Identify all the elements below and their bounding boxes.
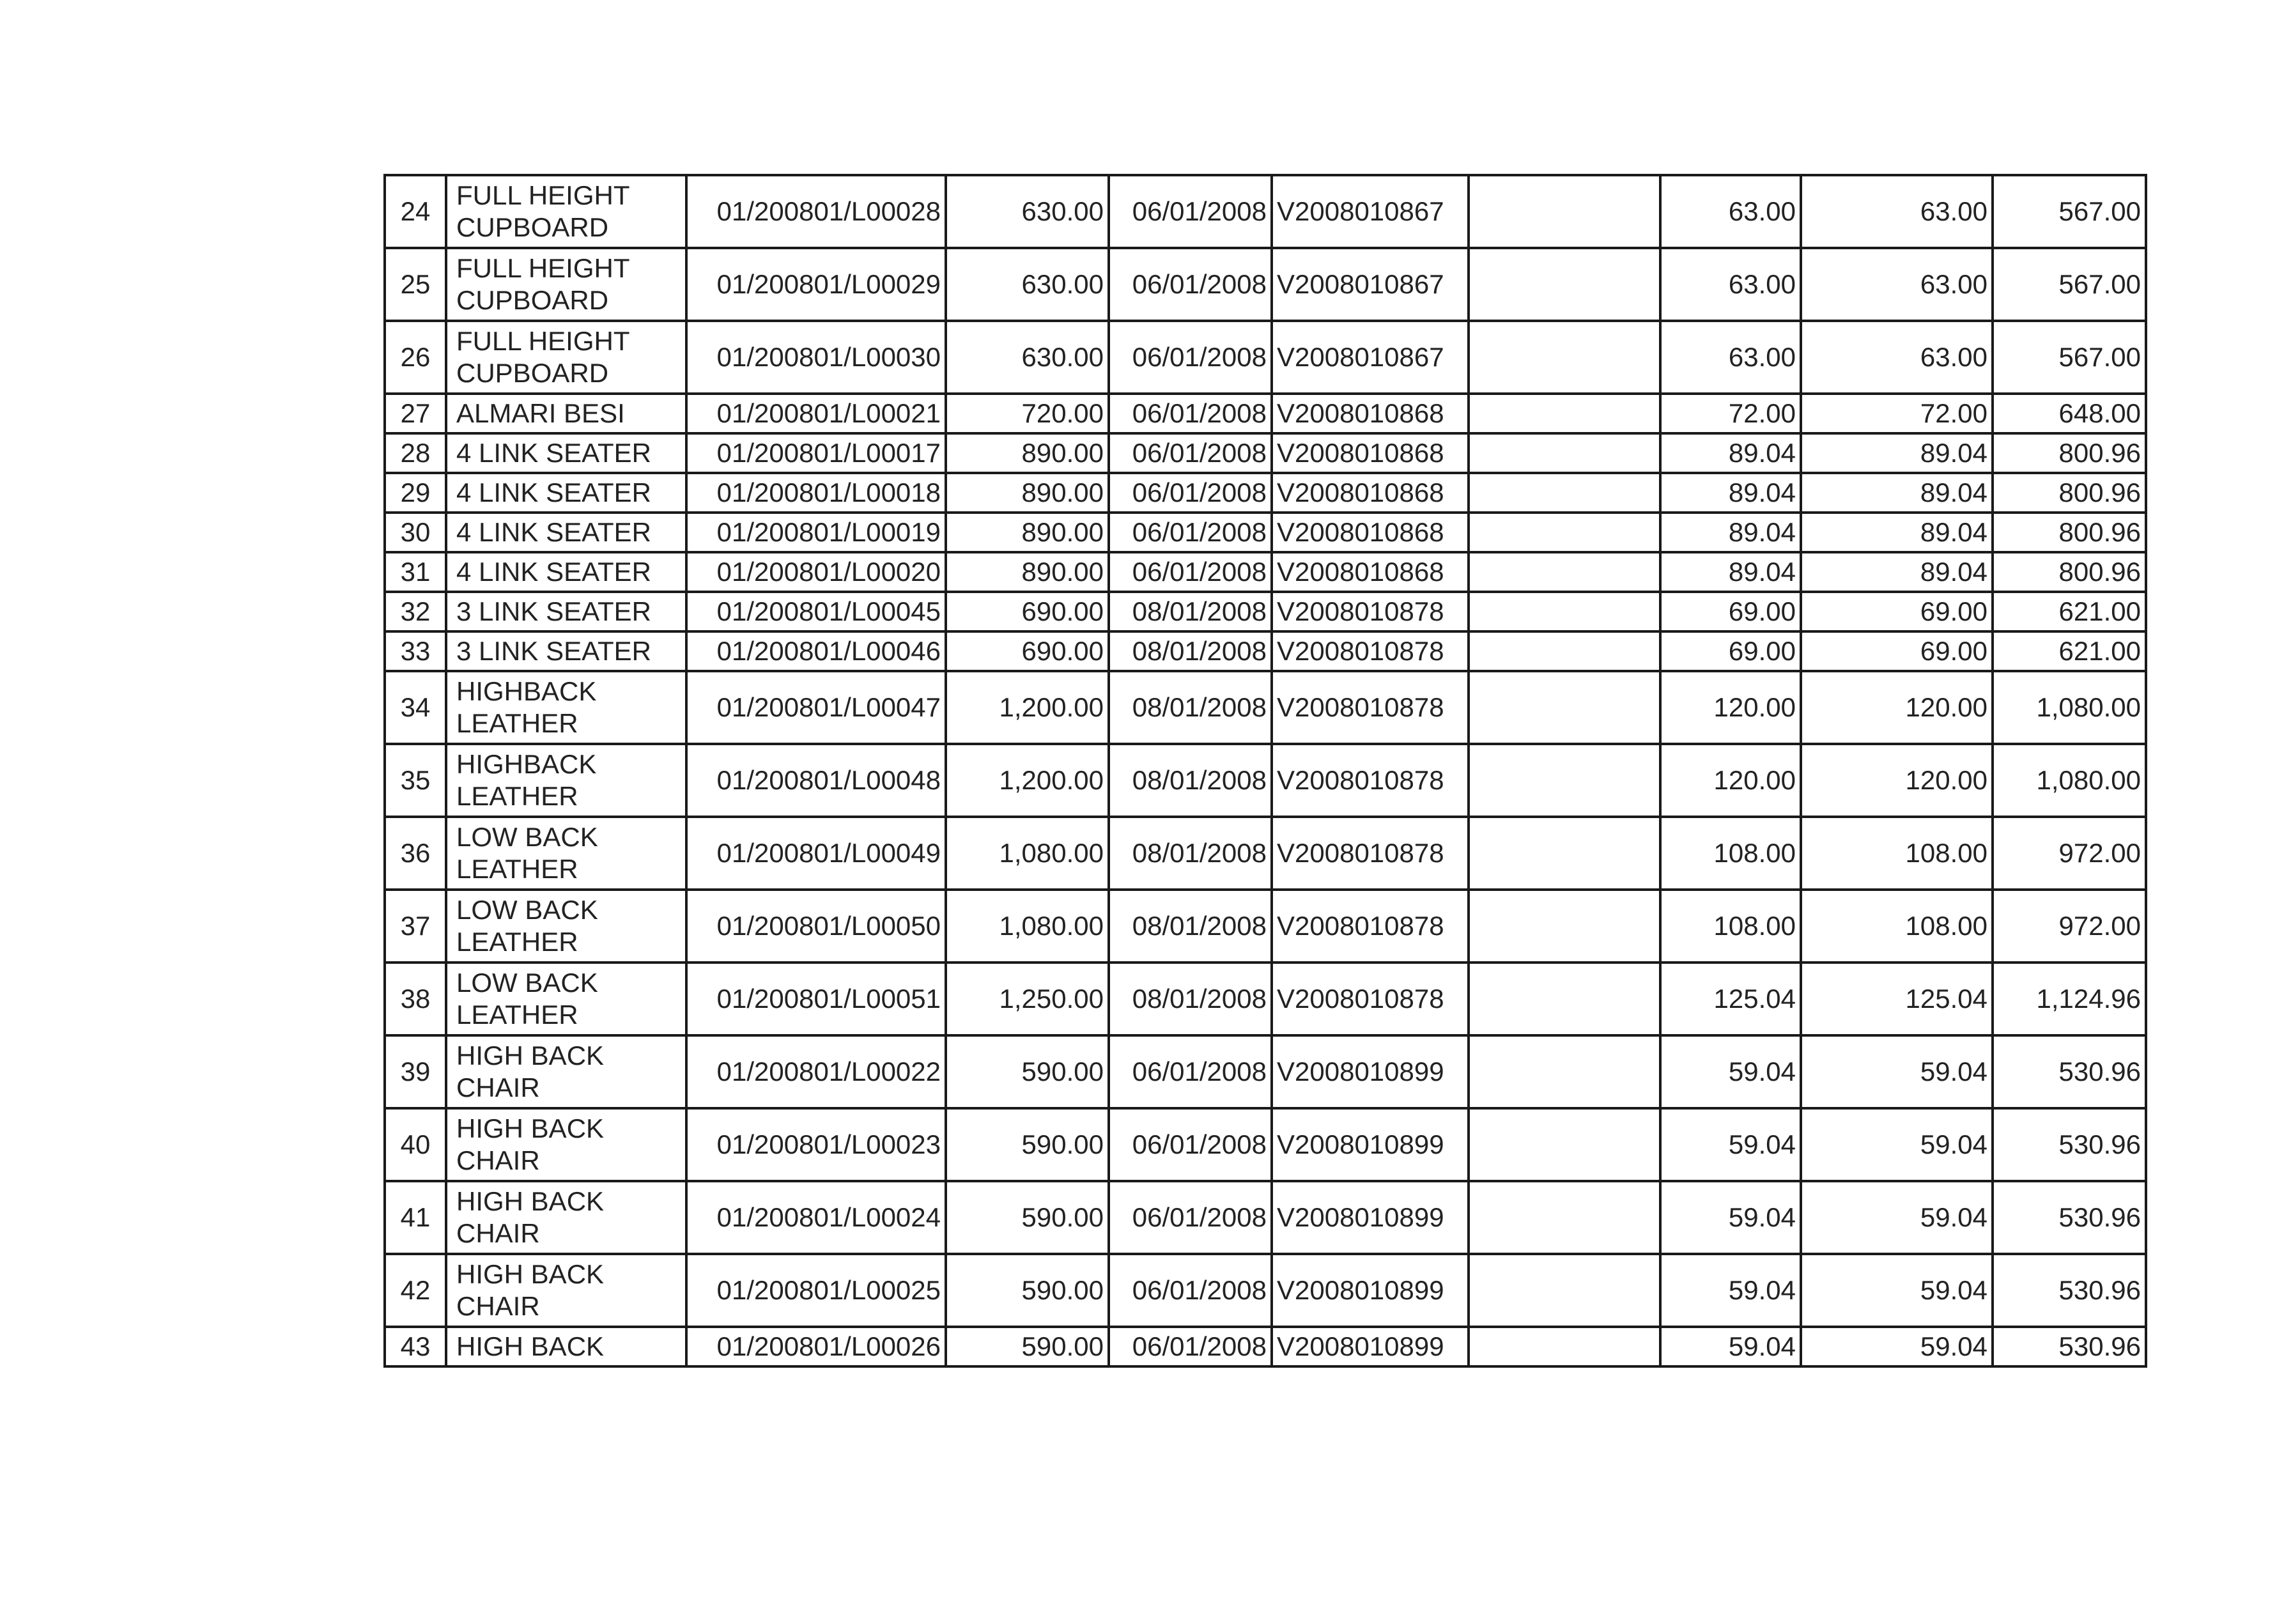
voucher-cell: V2008010899	[1272, 1254, 1469, 1327]
description-cell: ALMARI BESI	[446, 394, 686, 433]
description-cell: FULL HEIGHT CUPBOARD	[446, 321, 686, 394]
blank-cell	[1469, 552, 1660, 592]
amount-cell: 59.04	[1660, 1108, 1801, 1181]
date-cell: 06/01/2008	[1109, 394, 1272, 433]
net-value-cell: 530.96	[1993, 1327, 2146, 1366]
blank-cell	[1469, 473, 1660, 513]
description-cell: 4 LINK SEATER	[446, 513, 686, 552]
table-row	[385, 1254, 2146, 1327]
amount-cell: 125.04	[1660, 963, 1801, 1035]
voucher-cell: V2008010878	[1272, 817, 1469, 890]
asset-ref-cell: 01/200801/L00050	[686, 890, 946, 963]
amount-cell: 89.04	[1660, 473, 1801, 513]
table-row	[385, 1035, 2146, 1108]
date-cell: 08/01/2008	[1109, 671, 1272, 744]
blank-cell	[1469, 175, 1660, 248]
row-number-cell: 34	[385, 671, 446, 744]
description-cell: 4 LINK SEATER	[446, 433, 686, 473]
amount-cell: 72.00	[1660, 394, 1801, 433]
blank-cell	[1469, 631, 1660, 671]
amount-cell: 89.04	[1801, 513, 1993, 552]
cost-cell: 590.00	[946, 1035, 1109, 1108]
amount-cell: 63.00	[1801, 248, 1993, 321]
asset-ref-cell: 01/200801/L00028	[686, 175, 946, 248]
date-cell: 06/01/2008	[1109, 433, 1272, 473]
amount-cell: 69.00	[1660, 592, 1801, 631]
table-row	[385, 552, 2146, 592]
date-cell: 06/01/2008	[1109, 321, 1272, 394]
blank-cell	[1469, 744, 1660, 817]
net-value-cell: 800.96	[1993, 433, 2146, 473]
table-row	[385, 473, 2146, 513]
amount-cell: 120.00	[1801, 671, 1993, 744]
asset-ref-cell: 01/200801/L00029	[686, 248, 946, 321]
date-cell: 08/01/2008	[1109, 890, 1272, 963]
asset-ref-cell: 01/200801/L00051	[686, 963, 946, 1035]
table-row	[385, 321, 2146, 394]
table-body	[385, 175, 2146, 1366]
net-value-cell: 800.96	[1993, 552, 2146, 592]
table-row	[385, 175, 2146, 248]
amount-cell: 89.04	[1801, 433, 1993, 473]
row-number-cell: 35	[385, 744, 446, 817]
amount-cell: 63.00	[1801, 321, 1993, 394]
blank-cell	[1469, 1327, 1660, 1366]
cost-cell: 690.00	[946, 592, 1109, 631]
date-cell: 08/01/2008	[1109, 592, 1272, 631]
date-cell: 06/01/2008	[1109, 1181, 1272, 1254]
amount-cell: 120.00	[1660, 671, 1801, 744]
cost-cell: 630.00	[946, 321, 1109, 394]
table-row	[385, 963, 2146, 1035]
description-cell: LOW BACK LEATHER	[446, 817, 686, 890]
description-cell: FULL HEIGHT CUPBOARD	[446, 175, 686, 248]
blank-cell	[1469, 890, 1660, 963]
amount-cell: 59.04	[1801, 1035, 1993, 1108]
cost-cell: 630.00	[946, 248, 1109, 321]
row-number-cell: 39	[385, 1035, 446, 1108]
voucher-cell: V2008010867	[1272, 321, 1469, 394]
amount-cell: 89.04	[1660, 513, 1801, 552]
net-value-cell: 530.96	[1993, 1254, 2146, 1327]
voucher-cell: V2008010867	[1272, 248, 1469, 321]
asset-ref-cell: 01/200801/L00024	[686, 1181, 946, 1254]
date-cell: 08/01/2008	[1109, 963, 1272, 1035]
row-number-cell: 38	[385, 963, 446, 1035]
amount-cell: 69.00	[1801, 631, 1993, 671]
date-cell: 06/01/2008	[1109, 1327, 1272, 1366]
table-row	[385, 744, 2146, 817]
blank-cell	[1469, 1181, 1660, 1254]
amount-cell: 63.00	[1660, 321, 1801, 394]
table-row	[385, 890, 2146, 963]
date-cell: 06/01/2008	[1109, 1108, 1272, 1181]
date-cell: 06/01/2008	[1109, 552, 1272, 592]
voucher-cell: V2008010878	[1272, 671, 1469, 744]
description-cell: HIGH BACK	[446, 1327, 686, 1366]
voucher-cell: V2008010899	[1272, 1035, 1469, 1108]
row-number-cell: 28	[385, 433, 446, 473]
amount-cell: 108.00	[1660, 890, 1801, 963]
asset-register-table	[383, 174, 2147, 1368]
blank-cell	[1469, 671, 1660, 744]
asset-ref-cell: 01/200801/L00030	[686, 321, 946, 394]
asset-ref-cell: 01/200801/L00046	[686, 631, 946, 671]
table-row	[385, 433, 2146, 473]
date-cell: 06/01/2008	[1109, 513, 1272, 552]
voucher-cell: V2008010868	[1272, 552, 1469, 592]
table-row	[385, 513, 2146, 552]
row-number-cell: 24	[385, 175, 446, 248]
cost-cell: 590.00	[946, 1181, 1109, 1254]
voucher-cell: V2008010867	[1272, 175, 1469, 248]
amount-cell: 89.04	[1801, 552, 1993, 592]
net-value-cell: 621.00	[1993, 592, 2146, 631]
amount-cell: 89.04	[1660, 433, 1801, 473]
cost-cell: 1,250.00	[946, 963, 1109, 1035]
table-row	[385, 394, 2146, 433]
voucher-cell: V2008010899	[1272, 1181, 1469, 1254]
amount-cell: 63.00	[1660, 175, 1801, 248]
amount-cell: 59.04	[1801, 1108, 1993, 1181]
net-value-cell: 800.96	[1993, 513, 2146, 552]
net-value-cell: 621.00	[1993, 631, 2146, 671]
asset-ref-cell: 01/200801/L00045	[686, 592, 946, 631]
cost-cell: 690.00	[946, 631, 1109, 671]
amount-cell: 89.04	[1660, 552, 1801, 592]
blank-cell	[1469, 963, 1660, 1035]
amount-cell: 59.04	[1801, 1327, 1993, 1366]
net-value-cell: 530.96	[1993, 1108, 2146, 1181]
asset-ref-cell: 01/200801/L00021	[686, 394, 946, 433]
cost-cell: 590.00	[946, 1254, 1109, 1327]
description-cell: HIGHBACK LEATHER	[446, 671, 686, 744]
date-cell: 06/01/2008	[1109, 248, 1272, 321]
table-row	[385, 248, 2146, 321]
blank-cell	[1469, 1108, 1660, 1181]
table-row	[385, 1327, 2146, 1366]
description-cell: HIGH BACK CHAIR	[446, 1181, 686, 1254]
row-number-cell: 31	[385, 552, 446, 592]
amount-cell: 59.04	[1660, 1181, 1801, 1254]
cost-cell: 630.00	[946, 175, 1109, 248]
date-cell: 06/01/2008	[1109, 473, 1272, 513]
row-number-cell: 43	[385, 1327, 446, 1366]
asset-ref-cell: 01/200801/L00025	[686, 1254, 946, 1327]
asset-ref-cell: 01/200801/L00048	[686, 744, 946, 817]
cost-cell: 1,080.00	[946, 817, 1109, 890]
amount-cell: 59.04	[1801, 1181, 1993, 1254]
cost-cell: 1,200.00	[946, 744, 1109, 817]
description-cell: 3 LINK SEATER	[446, 592, 686, 631]
amount-cell: 108.00	[1801, 890, 1993, 963]
amount-cell: 59.04	[1660, 1327, 1801, 1366]
asset-ref-cell: 01/200801/L00022	[686, 1035, 946, 1108]
table-row	[385, 671, 2146, 744]
asset-ref-cell: 01/200801/L00049	[686, 817, 946, 890]
amount-cell: 69.00	[1801, 592, 1993, 631]
amount-cell: 59.04	[1801, 1254, 1993, 1327]
description-cell: HIGH BACK CHAIR	[446, 1035, 686, 1108]
voucher-cell: V2008010868	[1272, 473, 1469, 513]
date-cell: 06/01/2008	[1109, 175, 1272, 248]
cost-cell: 890.00	[946, 513, 1109, 552]
description-cell: FULL HEIGHT CUPBOARD	[446, 248, 686, 321]
voucher-cell: V2008010868	[1272, 433, 1469, 473]
description-cell: LOW BACK LEATHER	[446, 890, 686, 963]
net-value-cell: 1,080.00	[1993, 671, 2146, 744]
net-value-cell: 530.96	[1993, 1181, 2146, 1254]
amount-cell: 89.04	[1801, 473, 1993, 513]
description-cell: 4 LINK SEATER	[446, 552, 686, 592]
voucher-cell: V2008010899	[1272, 1327, 1469, 1366]
net-value-cell: 972.00	[1993, 890, 2146, 963]
voucher-cell: V2008010868	[1272, 513, 1469, 552]
cost-cell: 590.00	[946, 1327, 1109, 1366]
table-row	[385, 592, 2146, 631]
cost-cell: 890.00	[946, 552, 1109, 592]
net-value-cell: 800.96	[1993, 473, 2146, 513]
net-value-cell: 530.96	[1993, 1035, 2146, 1108]
date-cell: 06/01/2008	[1109, 1254, 1272, 1327]
asset-ref-cell: 01/200801/L00023	[686, 1108, 946, 1181]
amount-cell: 108.00	[1801, 817, 1993, 890]
asset-ref-cell: 01/200801/L00018	[686, 473, 946, 513]
table-row	[385, 817, 2146, 890]
voucher-cell: V2008010878	[1272, 592, 1469, 631]
amount-cell: 63.00	[1660, 248, 1801, 321]
row-number-cell: 40	[385, 1108, 446, 1181]
blank-cell	[1469, 248, 1660, 321]
row-number-cell: 27	[385, 394, 446, 433]
net-value-cell: 972.00	[1993, 817, 2146, 890]
amount-cell: 59.04	[1660, 1254, 1801, 1327]
blank-cell	[1469, 321, 1660, 394]
net-value-cell: 1,124.96	[1993, 963, 2146, 1035]
row-number-cell: 30	[385, 513, 446, 552]
cost-cell: 890.00	[946, 433, 1109, 473]
row-number-cell: 32	[385, 592, 446, 631]
blank-cell	[1469, 1035, 1660, 1108]
blank-cell	[1469, 433, 1660, 473]
description-cell: HIGH BACK CHAIR	[446, 1254, 686, 1327]
description-cell: LOW BACK LEATHER	[446, 963, 686, 1035]
description-cell: 3 LINK SEATER	[446, 631, 686, 671]
row-number-cell: 33	[385, 631, 446, 671]
amount-cell: 72.00	[1801, 394, 1993, 433]
voucher-cell: V2008010899	[1272, 1108, 1469, 1181]
date-cell: 08/01/2008	[1109, 817, 1272, 890]
amount-cell: 120.00	[1660, 744, 1801, 817]
net-value-cell: 567.00	[1993, 321, 2146, 394]
table-row	[385, 631, 2146, 671]
blank-cell	[1469, 513, 1660, 552]
row-number-cell: 25	[385, 248, 446, 321]
blank-cell	[1469, 592, 1660, 631]
date-cell: 08/01/2008	[1109, 631, 1272, 671]
net-value-cell: 1,080.00	[1993, 744, 2146, 817]
amount-cell: 69.00	[1660, 631, 1801, 671]
description-cell: 4 LINK SEATER	[446, 473, 686, 513]
asset-ref-cell: 01/200801/L00026	[686, 1327, 946, 1366]
table-row	[385, 1181, 2146, 1254]
blank-cell	[1469, 1254, 1660, 1327]
cost-cell: 890.00	[946, 473, 1109, 513]
row-number-cell: 29	[385, 473, 446, 513]
net-value-cell: 567.00	[1993, 175, 2146, 248]
voucher-cell: V2008010878	[1272, 631, 1469, 671]
net-value-cell: 648.00	[1993, 394, 2146, 433]
blank-cell	[1469, 817, 1660, 890]
row-number-cell: 42	[385, 1254, 446, 1327]
asset-ref-cell: 01/200801/L00017	[686, 433, 946, 473]
voucher-cell: V2008010878	[1272, 890, 1469, 963]
row-number-cell: 36	[385, 817, 446, 890]
cost-cell: 590.00	[946, 1108, 1109, 1181]
row-number-cell: 37	[385, 890, 446, 963]
cost-cell: 1,080.00	[946, 890, 1109, 963]
amount-cell: 125.04	[1801, 963, 1993, 1035]
description-cell: HIGH BACK CHAIR	[446, 1108, 686, 1181]
asset-ref-cell: 01/200801/L00020	[686, 552, 946, 592]
date-cell: 06/01/2008	[1109, 1035, 1272, 1108]
table-row	[385, 1108, 2146, 1181]
cost-cell: 1,200.00	[946, 671, 1109, 744]
cost-cell: 720.00	[946, 394, 1109, 433]
amount-cell: 120.00	[1801, 744, 1993, 817]
voucher-cell: V2008010868	[1272, 394, 1469, 433]
row-number-cell: 41	[385, 1181, 446, 1254]
amount-cell: 63.00	[1801, 175, 1993, 248]
amount-cell: 59.04	[1660, 1035, 1801, 1108]
net-value-cell: 567.00	[1993, 248, 2146, 321]
asset-ref-cell: 01/200801/L00019	[686, 513, 946, 552]
row-number-cell: 26	[385, 321, 446, 394]
date-cell: 08/01/2008	[1109, 744, 1272, 817]
description-cell: HIGHBACK LEATHER	[446, 744, 686, 817]
amount-cell: 108.00	[1660, 817, 1801, 890]
blank-cell	[1469, 394, 1660, 433]
voucher-cell: V2008010878	[1272, 963, 1469, 1035]
voucher-cell: V2008010878	[1272, 744, 1469, 817]
asset-ref-cell: 01/200801/L00047	[686, 671, 946, 744]
